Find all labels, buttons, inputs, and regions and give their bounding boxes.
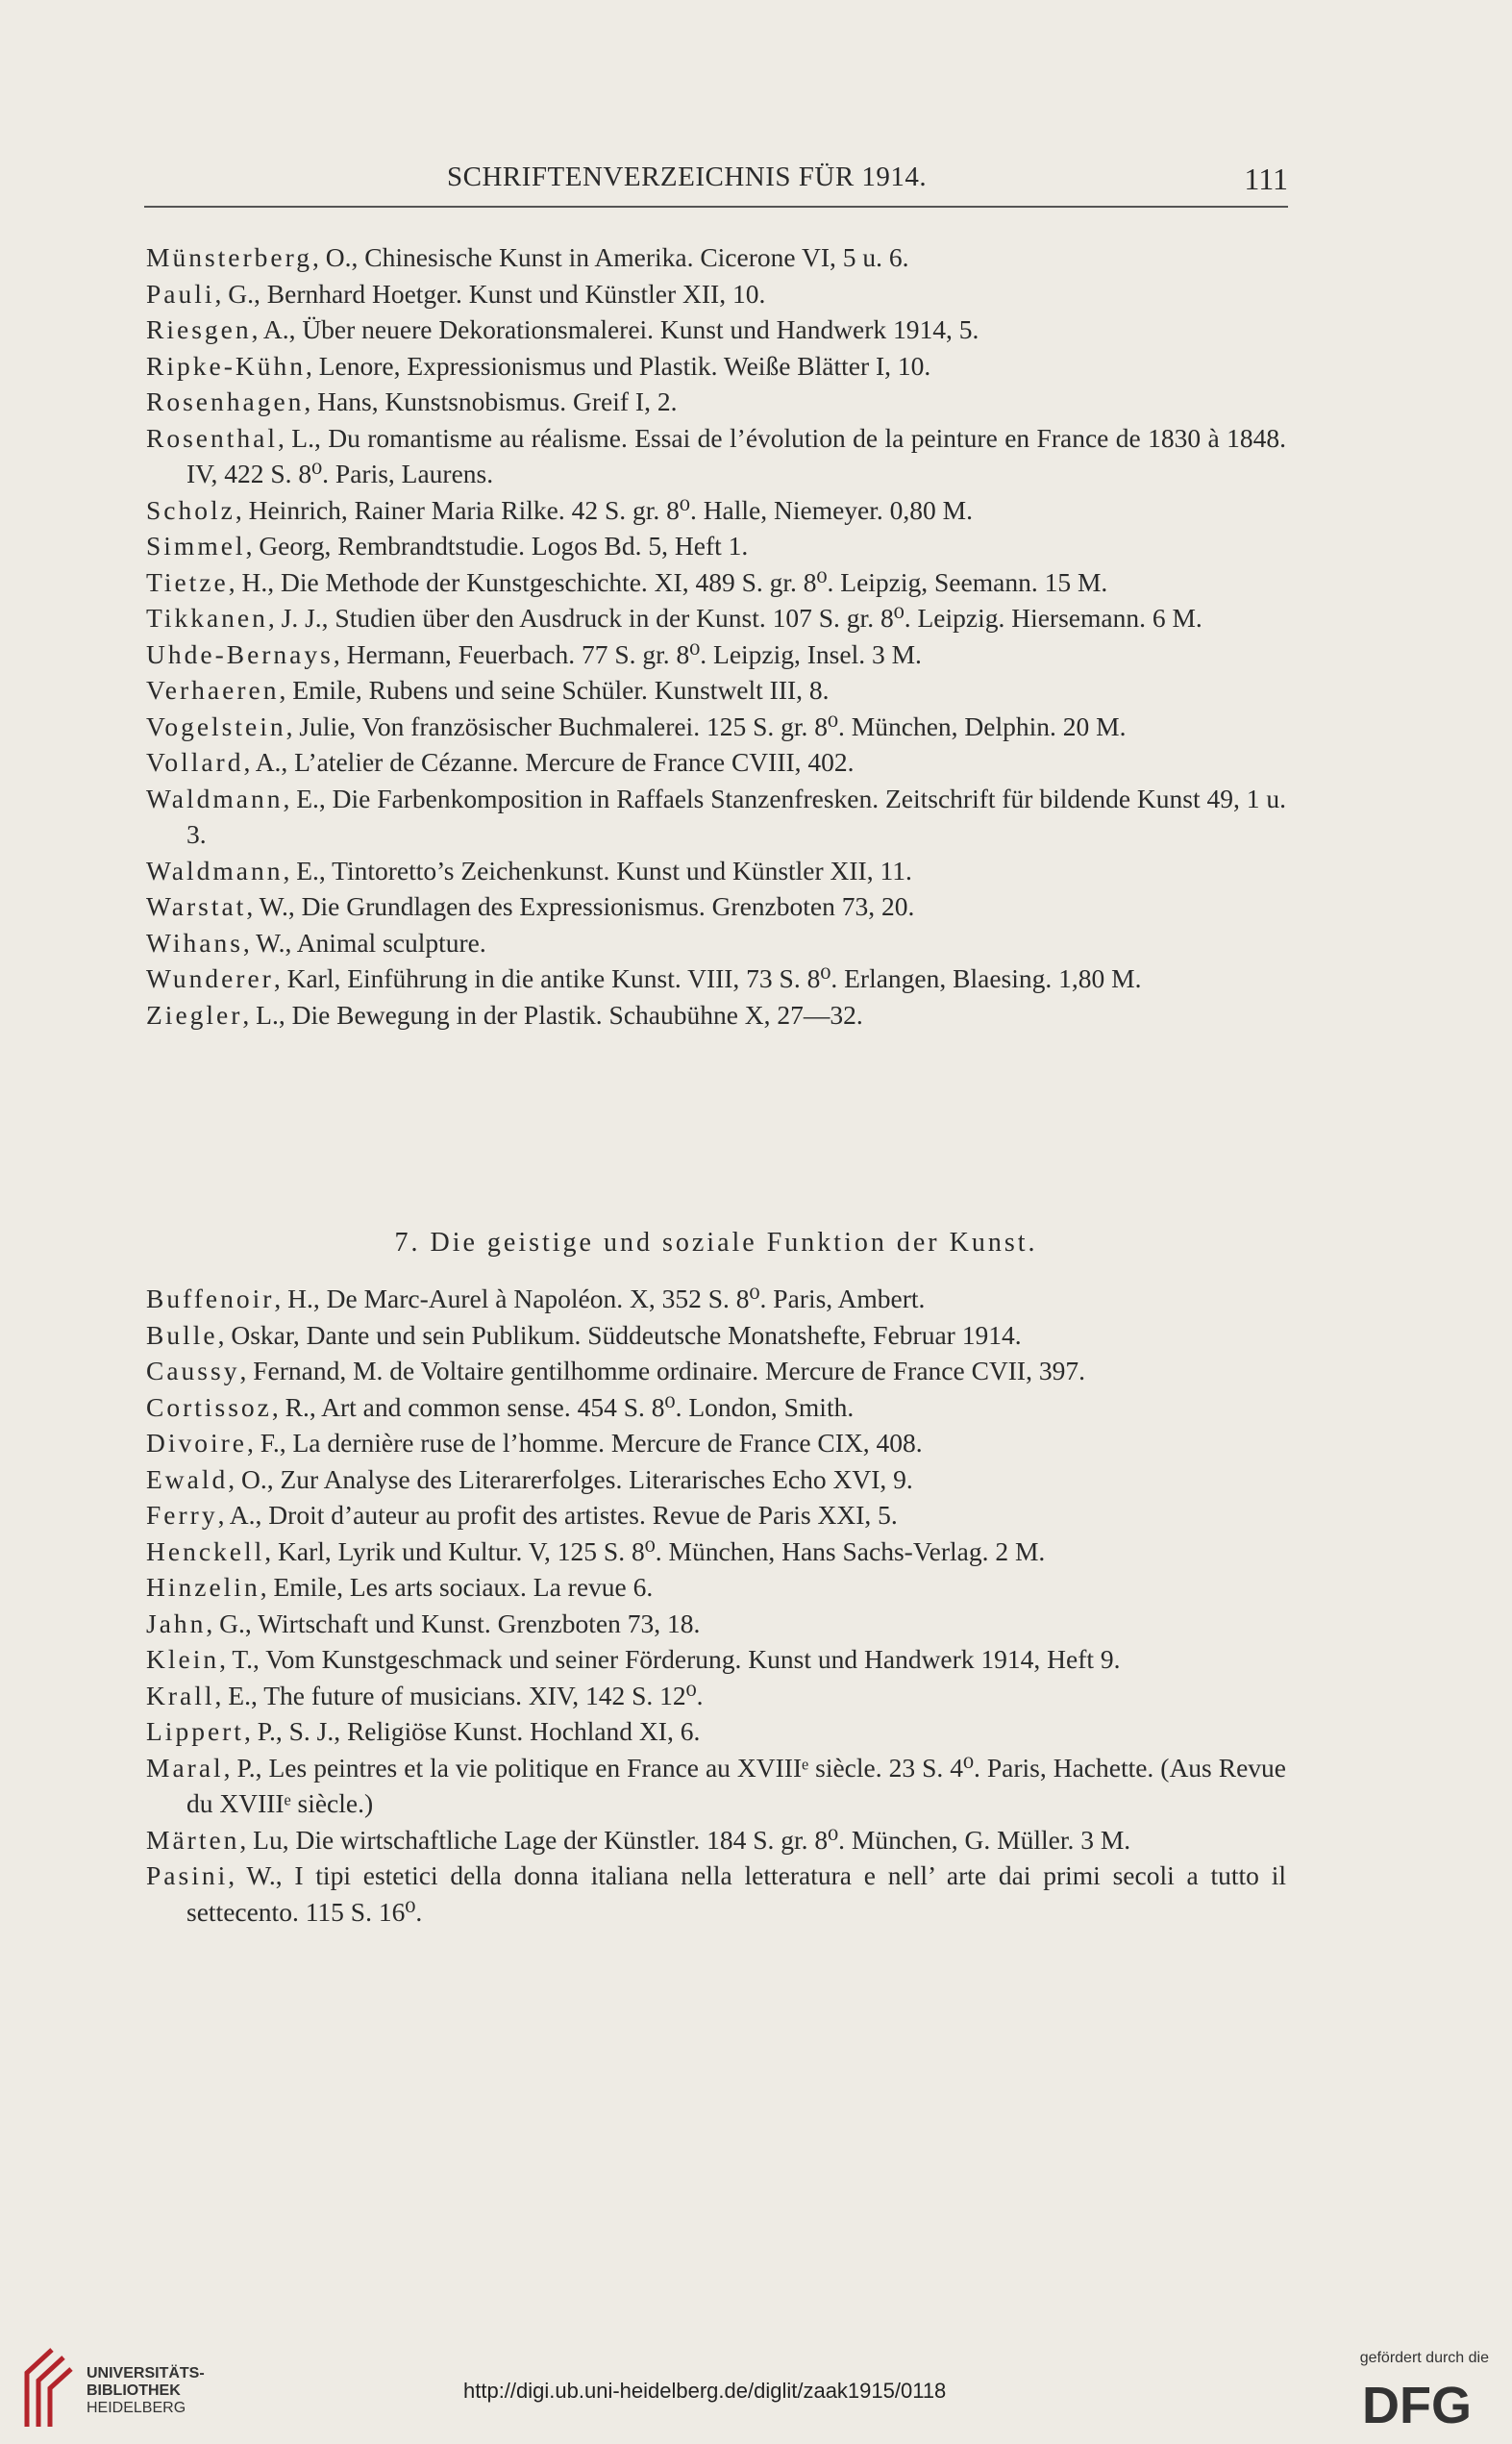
entry-text: , G., Bernhard Hoetger. Kunst und Künstler XII, 10.	[214, 278, 766, 309]
bibliography-entry	[146, 1606, 1286, 1642]
entry-text: , G., Wirtschaft und Kunst. Grenzboten 73, 18.	[206, 1608, 701, 1638]
bibliography-entry	[146, 781, 1286, 853]
entry-author: Pasini	[146, 1860, 229, 1890]
entry-author: Tikkanen	[146, 603, 268, 633]
entry-author: Uhde-Bernays	[146, 638, 334, 669]
bibliography-entry	[146, 1497, 1286, 1534]
entry-author: Märten	[146, 1824, 240, 1855]
bibliography-list-part-1	[146, 239, 1286, 1033]
entry-author: Caussy	[146, 1356, 240, 1385]
entry-text: , F., La dernière ruse de l’homme. Mercure de France CIX, 408.	[247, 1428, 923, 1458]
entry-author: Maral	[146, 1752, 224, 1783]
entry-author: Bulle	[146, 1319, 218, 1350]
bibliography-entry	[146, 1641, 1286, 1678]
permalink-url[interactable]: http://digi.ub.uni-heidelberg.de/diglit/zaak1915/0118	[463, 2379, 947, 2403]
entry-text: , Karl, Einführung in die antike Kunst. VIII, 73 S. 8⁰. Erlangen, Blaesing. 1,80 M.	[273, 963, 1142, 993]
entry-text: , R., Art and common sense. 454 S. 8⁰. London, Smith.	[271, 1391, 855, 1422]
entry-author: Simmel	[146, 531, 246, 561]
entry-author: Warstat	[146, 891, 247, 921]
entry-text: , Julie, Von französischer Buchmalerei. 125 S. gr. 8⁰. München, Delphin. 20 M.	[285, 711, 1127, 741]
bibliography-entry	[146, 744, 1286, 781]
entry-author: Krall	[146, 1680, 215, 1710]
bibliography-list-part-2	[146, 1281, 1286, 1930]
dfg-logo-icon	[1345, 2375, 1489, 2431]
bibliography-entry	[146, 672, 1286, 709]
library-name-line: UNIVERSITÄTS-	[87, 2365, 205, 2382]
entry-text: , Emile, Les arts sociaux. La revue 6.	[260, 1572, 654, 1602]
running-title: SCHRIFTENVERZEICHNIS FÜR 1914.	[447, 162, 928, 192]
entry-author: Jahn	[146, 1608, 207, 1638]
bibliography-entry	[146, 853, 1286, 889]
entry-author: Lippert	[146, 1716, 244, 1746]
bibliography-entry	[146, 276, 1286, 312]
bibliography-entry	[146, 960, 1286, 997]
entry-text: , Fernand, M. de Voltaire gentilhomme ordinaire. Mercure de France CVII, 397.	[239, 1356, 1085, 1385]
entry-text: , E., Die Farbenkomposition in Raffaels Stanzenfresken. Zeitschrift für bildende Kunst 49, 1 u. 3.	[186, 783, 1286, 849]
entry-author: Tietze	[146, 566, 229, 597]
bibliography-entry	[146, 1678, 1286, 1714]
entry-text: , O., Chinesische Kunst in Amerika. Cicerone VI, 5 u. 6.	[312, 242, 909, 272]
dfg-logo-text: DFG	[1362, 2377, 1472, 2431]
bibliography-entry	[146, 925, 1286, 961]
entry-author: Waldmann	[146, 783, 284, 813]
entry-author: Verhaeren	[146, 675, 280, 705]
entry-text: , T., Vom Kunstgeschmack und seiner Förderung. Kunst und Handwerk 1914, Heft 9.	[219, 1644, 1121, 1674]
entry-author: Pauli	[146, 278, 215, 309]
entry-author: Ferry	[146, 1500, 218, 1530]
entry-author: Waldmann	[146, 855, 284, 885]
entry-text: , A., Droit d’auteur au profit des artistes. Revue de Paris XXI, 5.	[217, 1500, 898, 1530]
entry-text: , P., Les peintres et la vie politique en France au XVIIIᵉ siècle. 23 S. 4⁰. Paris, Hachette. (Aus Revue du XVIIIᵉ siècle.)	[186, 1752, 1286, 1818]
entry-author: Rosenthal	[146, 422, 278, 453]
bibliography-entry	[146, 384, 1286, 420]
entry-text: , H., Die Methode der Kunstgeschichte. XI, 489 S. gr. 8⁰. Leipzig, Seemann. 15 M.	[228, 566, 1108, 597]
entry-text: , O., Zur Analyse des Literarerfolges. Literarisches Echo XVI, 9.	[228, 1463, 913, 1494]
section-heading: 7. Die geistige und soziale Funktion der Kunst.	[394, 1228, 1038, 1258]
bibliography-entry	[146, 1281, 1286, 1317]
entry-text: , Emile, Rubens und seine Schüler. Kunstwelt III, 8.	[279, 675, 830, 705]
digitization-footer	[0, 2327, 1512, 2444]
entry-text: , J. J., Studien über den Ausdruck in der Kunst. 107 S. gr. 8⁰. Leipzig. Hiersemann. 6 M.	[267, 603, 1202, 633]
entry-author: Klein	[146, 1644, 220, 1674]
entry-author: Riesgen	[146, 314, 252, 344]
library-name-line: BIBLIOTHEK	[87, 2382, 181, 2399]
bibliography-entry	[146, 1750, 1286, 1822]
bibliography-entry	[146, 1534, 1286, 1570]
entry-text: , Hans, Kunstsnobismus. Greif I, 2.	[304, 387, 678, 416]
bibliography-entry	[146, 492, 1286, 529]
funding-note: gefördert durch die	[1359, 2350, 1489, 2366]
entry-text: , W., I tipi estetici della donna italiana nella letteratura e nell’ arte dai primi secoli a tutto il settecento. 115 S. 16⁰.	[186, 1860, 1286, 1927]
header-rule	[144, 206, 1288, 208]
entry-author: Buffenoir	[146, 1284, 275, 1313]
entry-text: , W., Die Grundlagen des Expressionismus. Grenzboten 73, 20.	[246, 891, 915, 921]
entry-text: , Lu, Die wirtschaftliche Lage der Künstler. 184 S. gr. 8⁰. München, G. Müller. 3 M.	[239, 1824, 1131, 1855]
bibliography-entry	[146, 1425, 1286, 1461]
entry-author: Wunderer	[146, 963, 274, 993]
bibliography-entry	[146, 709, 1286, 745]
entry-author: Vogelstein	[146, 711, 286, 741]
library-logo-icon	[13, 2344, 75, 2432]
entry-author: Hinzelin	[146, 1572, 260, 1602]
entry-author: Ripke-Kühn	[146, 350, 306, 381]
entry-text: , Georg, Rembrandtstudie. Logos Bd. 5, Heft 1.	[245, 531, 749, 561]
entry-text: , Oskar, Dante und sein Publikum. Süddeutsche Monatshefte, Februar 1914.	[217, 1319, 1022, 1350]
entry-author: Ewald	[146, 1463, 229, 1494]
bibliography-entry	[146, 1713, 1286, 1750]
entry-author: Scholz	[146, 494, 235, 525]
bibliography-entry	[146, 1858, 1286, 1930]
entry-text: , L., Die Bewegung in der Plastik. Schaubühne X, 27—32.	[242, 999, 863, 1030]
bibliography-entry	[146, 348, 1286, 385]
library-name-line: HEIDELBERG	[87, 2400, 186, 2416]
page-number: 111	[1244, 162, 1288, 196]
bibliography-entry	[146, 1822, 1286, 1858]
entry-author: Divoire	[146, 1428, 248, 1458]
library-name	[87, 2365, 205, 2417]
bibliography-entry	[146, 1389, 1286, 1426]
entry-text: , H., De Marc-Aurel à Napoléon. X, 352 S. 8⁰. Paris, Ambert.	[274, 1284, 926, 1313]
entry-author: Henckell	[146, 1535, 265, 1566]
entry-author: Rosenhagen	[146, 387, 305, 416]
bibliography-entry	[146, 1317, 1286, 1354]
bibliography-entry	[146, 1353, 1286, 1389]
entry-text: , Lenore, Expressionismus und Plastik. Weiße Blätter I, 10.	[305, 350, 931, 381]
entry-text: , L., Du romantisme au réalisme. Essai de l’évolution de la peinture en France de 1830 à 1848. IV, 422 S. 8⁰. Paris, Laurens.	[186, 422, 1286, 488]
entry-text: , Heinrich, Rainer Maria Rilke. 42 S. gr. 8⁰. Halle, Niemeyer. 0,80 M.	[235, 494, 973, 525]
entry-author: Vollard	[146, 747, 244, 777]
running-header	[144, 162, 1288, 210]
entry-text: , A., L’atelier de Cézanne. Mercure de France CVIII, 402.	[243, 747, 855, 777]
bibliography-entry	[146, 636, 1286, 673]
entry-text: , P., S. J., Religiöse Kunst. Hochland XI, 6.	[243, 1716, 701, 1746]
bibliography-entry	[146, 888, 1286, 925]
bibliography-entry	[146, 239, 1286, 276]
entry-author: Ziegler	[146, 999, 243, 1030]
entry-text: , E., Tintoretto’s Zeichenkunst. Kunst und Künstler XII, 11.	[283, 855, 912, 885]
entry-text: , Karl, Lyrik und Kultur. V, 125 S. 8⁰. München, Hans Sachs-Verlag. 2 M.	[264, 1535, 1046, 1566]
bibliography-entry	[146, 528, 1286, 564]
entry-author: Cortissoz	[146, 1391, 272, 1422]
entry-text: , Hermann, Feuerbach. 77 S. gr. 8⁰. Leipzig, Insel. 3 M.	[333, 638, 922, 669]
entry-author: Münsterberg	[146, 242, 313, 272]
entry-author: Wihans	[146, 927, 243, 958]
bibliography-entry	[146, 1461, 1286, 1498]
entry-text: , A., Über neuere Dekorationsmalerei. Kunst und Handwerk 1914, 5.	[251, 314, 979, 344]
bibliography-entry	[146, 1569, 1286, 1606]
bibliography-entry	[146, 420, 1286, 492]
entry-text: , E., The future of musicians. XIV, 142 S. 12⁰.	[214, 1680, 704, 1710]
bibliography-entry	[146, 312, 1286, 348]
bibliography-entry	[146, 997, 1286, 1034]
entry-text: , W., Animal sculpture.	[242, 927, 486, 958]
bibliography-entry	[146, 564, 1286, 601]
bibliography-entry	[146, 600, 1286, 636]
